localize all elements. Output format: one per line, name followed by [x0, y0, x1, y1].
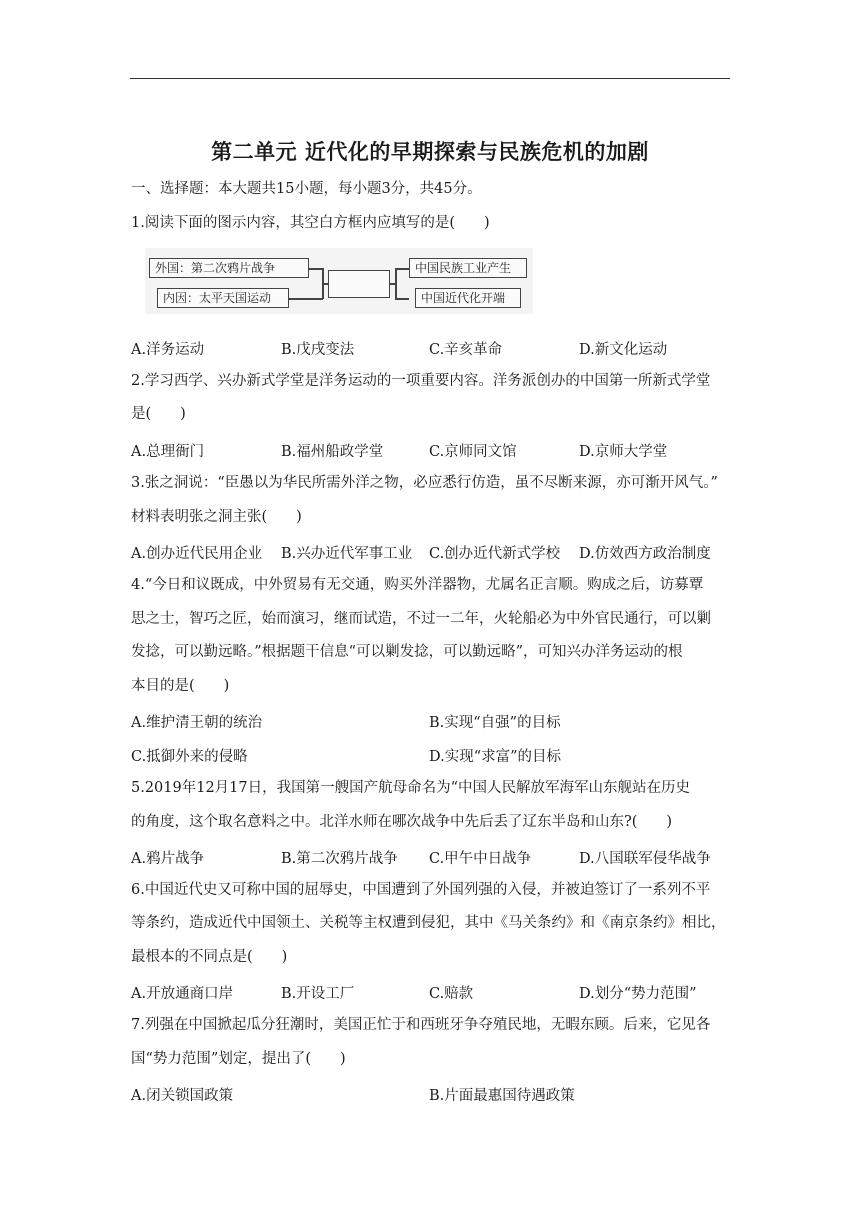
option-b[interactable]: B.实现“自强”的目标	[429, 715, 561, 731]
diagram-connector	[395, 268, 409, 270]
option-d[interactable]: D.京师大学堂	[579, 444, 668, 460]
option-a[interactable]: A.闭关锁国政策	[131, 1088, 234, 1104]
question-4-stem: 本目的是( )	[131, 678, 230, 694]
option-a[interactable]: A.创办近代民用企业	[131, 546, 263, 562]
question-7-stem: 7.列强在中国掀起瓜分狂潮时，美国正忙于和西班牙争夺殖民地，无暇东顾。后来，它见各	[131, 1017, 711, 1033]
question-4-stem: 思之士，智巧之匠，始而演习，继而试造，不过一二年，火轮船必为中外官民通行，可以剿	[131, 611, 711, 627]
option-b[interactable]: B.福州船政学堂	[281, 444, 384, 460]
diagram-blank-box	[328, 270, 390, 298]
diagram-connector	[289, 298, 323, 300]
option-a[interactable]: A.鸦片战争	[131, 851, 205, 867]
diagram-connector	[309, 268, 323, 270]
option-b[interactable]: B.片面最惠国待遇政策	[429, 1088, 575, 1104]
question-5-stem: 5.2019年12月17日，我国第一艘国产航母命名为“中国人民解放军海军山东舰站在历史	[131, 780, 691, 796]
option-c[interactable]: C.京师同文馆	[429, 444, 517, 460]
flow-diagram	[145, 248, 533, 314]
diagram-box-external-cause: 外国：第二次鸦片战争	[149, 258, 309, 278]
option-a[interactable]: A.总理衙门	[131, 444, 205, 460]
diagram-connector	[395, 268, 397, 299]
question-7-stem: 国“势力范围”划定，提出了( )	[131, 1051, 346, 1067]
option-b[interactable]: B.兴办近代军事工业	[281, 546, 413, 562]
question-6-stem: 等条约，造成近代中国领土、关税等主权遭到侵犯，其中《马关条约》和《南京条约》相比，	[131, 915, 726, 931]
option-d[interactable]: D.实现“求富”的目标	[429, 749, 562, 765]
question-3-stem: 材料表明张之洞主张( )	[131, 509, 302, 525]
option-a[interactable]: A.开放通商口岸	[131, 986, 234, 1002]
question-4-stem: 发捻，可以勤远略。”根据题干信息“可以剿发捻，可以勤远略”，可知兴办洋务运动的根	[131, 644, 683, 660]
section-heading: 一、选择题：本大题共15小题，每小题3分，共45分。	[131, 181, 482, 197]
option-c[interactable]: C.抵御外来的侵略	[131, 749, 248, 765]
question-5-stem: 的角度，这个取名意料之中。北洋水师在哪次战争中先后丢了辽东半岛和山东?( )	[131, 814, 673, 830]
option-b[interactable]: B.第二次鸦片战争	[281, 851, 398, 867]
question-1-stem: 1.阅读下面的图示内容，其空白方框内应填写的是( )	[131, 215, 490, 231]
question-6-stem: 最根本的不同点是( )	[131, 949, 288, 965]
header-rule	[130, 78, 730, 79]
option-c[interactable]: C.创办近代新式学校	[429, 546, 561, 562]
question-6-stem: 6.中国近代史又可称中国的屈辱史，中国遭到了外国列强的入侵，并被迫签订了一系列不平	[131, 882, 711, 898]
option-c[interactable]: C.赔款	[429, 986, 474, 1002]
diagram-box-internal-cause: 内因：太平天国运动	[157, 288, 289, 308]
option-d[interactable]: D.仿效西方政治制度	[579, 546, 711, 562]
question-4-stem: 4.“今日和议既成，中外贸易有无交通，购买外洋器物，尤属名正言顺。购成之后，访募覃	[131, 577, 704, 593]
option-a[interactable]: A.洋务运动	[131, 342, 205, 358]
option-b[interactable]: B.开设工厂	[281, 986, 355, 1002]
option-a[interactable]: A.维护清王朝的统治	[131, 715, 263, 731]
question-2-stem: 是( )	[131, 406, 186, 422]
option-b[interactable]: B.戊戌变法	[281, 342, 355, 358]
option-d[interactable]: D.划分“势力范围”	[579, 986, 697, 1002]
question-2-stem: 2.学习西学、兴办新式学堂是洋务运动的一项重要内容。洋务派创办的中国第一所新式学堂	[131, 373, 711, 389]
question-3-stem: 3.张之洞说：“臣愚以为华民所需外洋之物，必应悉行仿造，虽不尽断来源，亦可渐开风气。”	[131, 475, 718, 491]
option-d[interactable]: D.八国联军侵华战争	[579, 851, 711, 867]
page-title: 第二单元 近代化的早期探索与民族危机的加剧	[211, 140, 649, 164]
diagram-connector	[395, 298, 409, 300]
option-c[interactable]: C.辛亥革命	[429, 342, 503, 358]
diagram-box-industry: 中国民族工业产生	[409, 258, 527, 278]
option-c[interactable]: C.甲午中日战争	[429, 851, 532, 867]
diagram-box-modernization: 中国近代化开端	[415, 288, 521, 308]
option-d[interactable]: D.新文化运动	[579, 342, 668, 358]
